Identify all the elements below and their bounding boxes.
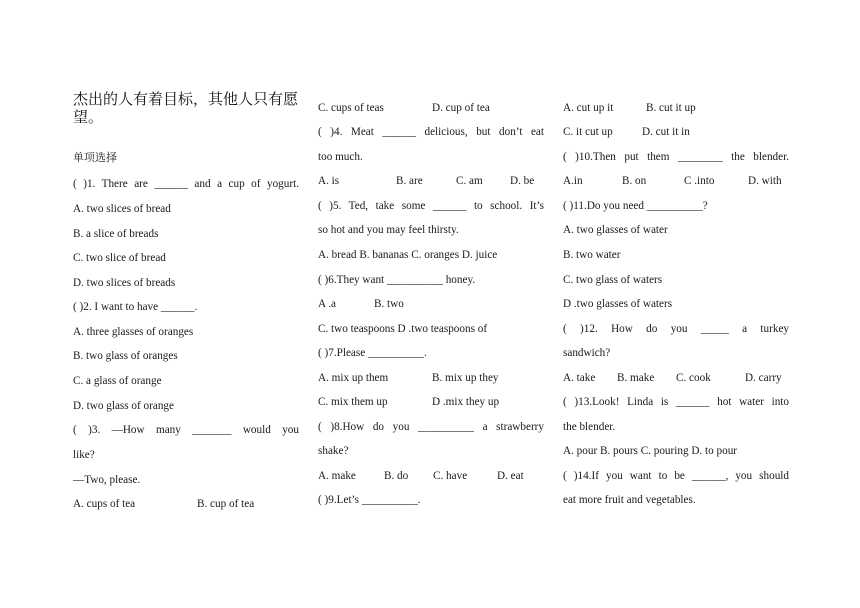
question-line: ( )4. Meat ______ delicious, but don’t eat — [318, 126, 544, 138]
question-line: ( )8.How do you __________ a strawberry — [318, 421, 544, 433]
question-line: —Two, please. — [73, 474, 141, 486]
answer-option: B. cup of tea — [197, 498, 255, 510]
question-line: ( )1. There are ______ and a cup of yogurt. — [73, 178, 299, 190]
question-line: shake? — [318, 445, 349, 457]
answer-option: C .into — [684, 175, 715, 187]
answer-option: B. are — [396, 175, 423, 187]
answer-option: B. mix up they — [432, 372, 499, 384]
question-line: B. two glass of oranges — [73, 350, 178, 362]
question-line: A. two slices of bread — [73, 203, 171, 215]
answer-option: B. make — [617, 372, 655, 384]
question-line: ( )10.Then put them ________ the blender. — [563, 151, 789, 163]
answer-option: D. with — [748, 175, 782, 187]
answer-option: B. do — [384, 470, 409, 482]
answer-option: D. eat — [497, 470, 524, 482]
answer-option: A.in — [563, 175, 583, 187]
answer-option: A. cups of tea — [73, 498, 136, 510]
question-line: the blender. — [563, 421, 616, 433]
answer-option: D. cut it in — [642, 126, 690, 138]
answer-option: C. am — [456, 175, 483, 187]
question-line: B. two water — [563, 249, 621, 261]
answer-option: A. take — [563, 372, 596, 384]
question-line: ( )3. —How many _______ would you — [73, 424, 299, 436]
question-line: so hot and you may feel thirsty. — [318, 224, 459, 236]
question-line: ( )13.Look! Linda is ______ hot water into — [563, 396, 789, 408]
question-line: C. two glass of waters — [563, 274, 663, 286]
question-line: C. a glass of orange — [73, 375, 162, 387]
question-line: like? — [73, 449, 95, 461]
question-line: ( )5. Ted, take some ______ to school. It’s — [318, 200, 544, 212]
answer-option: B. on — [622, 175, 647, 187]
section-heading: 单项选择 — [73, 151, 117, 164]
answer-option: D. be — [510, 175, 535, 187]
answer-option: A. mix up them — [318, 372, 389, 384]
answer-option: C. cups of teas — [318, 102, 384, 114]
answer-option: A .a — [318, 298, 337, 310]
question-line: D. two slices of breads — [73, 277, 176, 289]
question-line: ( )11.Do you need __________? — [563, 200, 708, 212]
answer-option: A. cut up it — [563, 102, 614, 114]
question-line: ( )6.They want __________ honey. — [318, 274, 476, 286]
question-line: A. pour B. pours C. pouring D. to pour — [563, 445, 738, 457]
question-line: sandwich? — [563, 347, 611, 359]
answer-option: D .mix they up — [432, 396, 500, 408]
question-line: ( )2. I want to have ______. — [73, 301, 198, 313]
question-line: eat more fruit and vegetables. — [563, 494, 696, 506]
question-line: ( )7.Please __________. — [318, 347, 427, 359]
answer-option: C. mix them up — [318, 396, 388, 408]
question-line: D .two glasses of waters — [563, 298, 673, 310]
question-line: D. two glass of orange — [73, 400, 174, 412]
answer-option: D. carry — [745, 372, 782, 384]
answer-option: C. cook — [676, 372, 711, 384]
question-line: A. bread B. bananas C. oranges D. juice — [318, 249, 498, 261]
question-line: ( )14.If you want to be ______, you should — [563, 470, 789, 482]
motto-title: 杰出的人有着目标，其他人只有愿望。 — [73, 90, 299, 126]
question-line: ( )12. How do you _____ a turkey — [563, 323, 789, 335]
answer-option: C. have — [433, 470, 468, 482]
question-line: B. a slice of breads — [73, 228, 159, 240]
answer-option: A. make — [318, 470, 356, 482]
answer-option: B. two — [374, 298, 404, 310]
question-line: C. two teaspoons D .two teaspoons of — [318, 323, 488, 335]
question-line: A. two glasses of water — [563, 224, 668, 236]
question-line: C. two slice of bread — [73, 252, 166, 264]
question-line: ( )9.Let’s __________. — [318, 494, 421, 506]
answer-option: A. is — [318, 175, 340, 187]
answer-option: C. it cut up — [563, 126, 613, 138]
question-line: too much. — [318, 151, 363, 163]
question-line: A. three glasses of oranges — [73, 326, 194, 338]
answer-option: D. cup of tea — [432, 102, 490, 114]
answer-option: B. cut it up — [646, 102, 696, 114]
